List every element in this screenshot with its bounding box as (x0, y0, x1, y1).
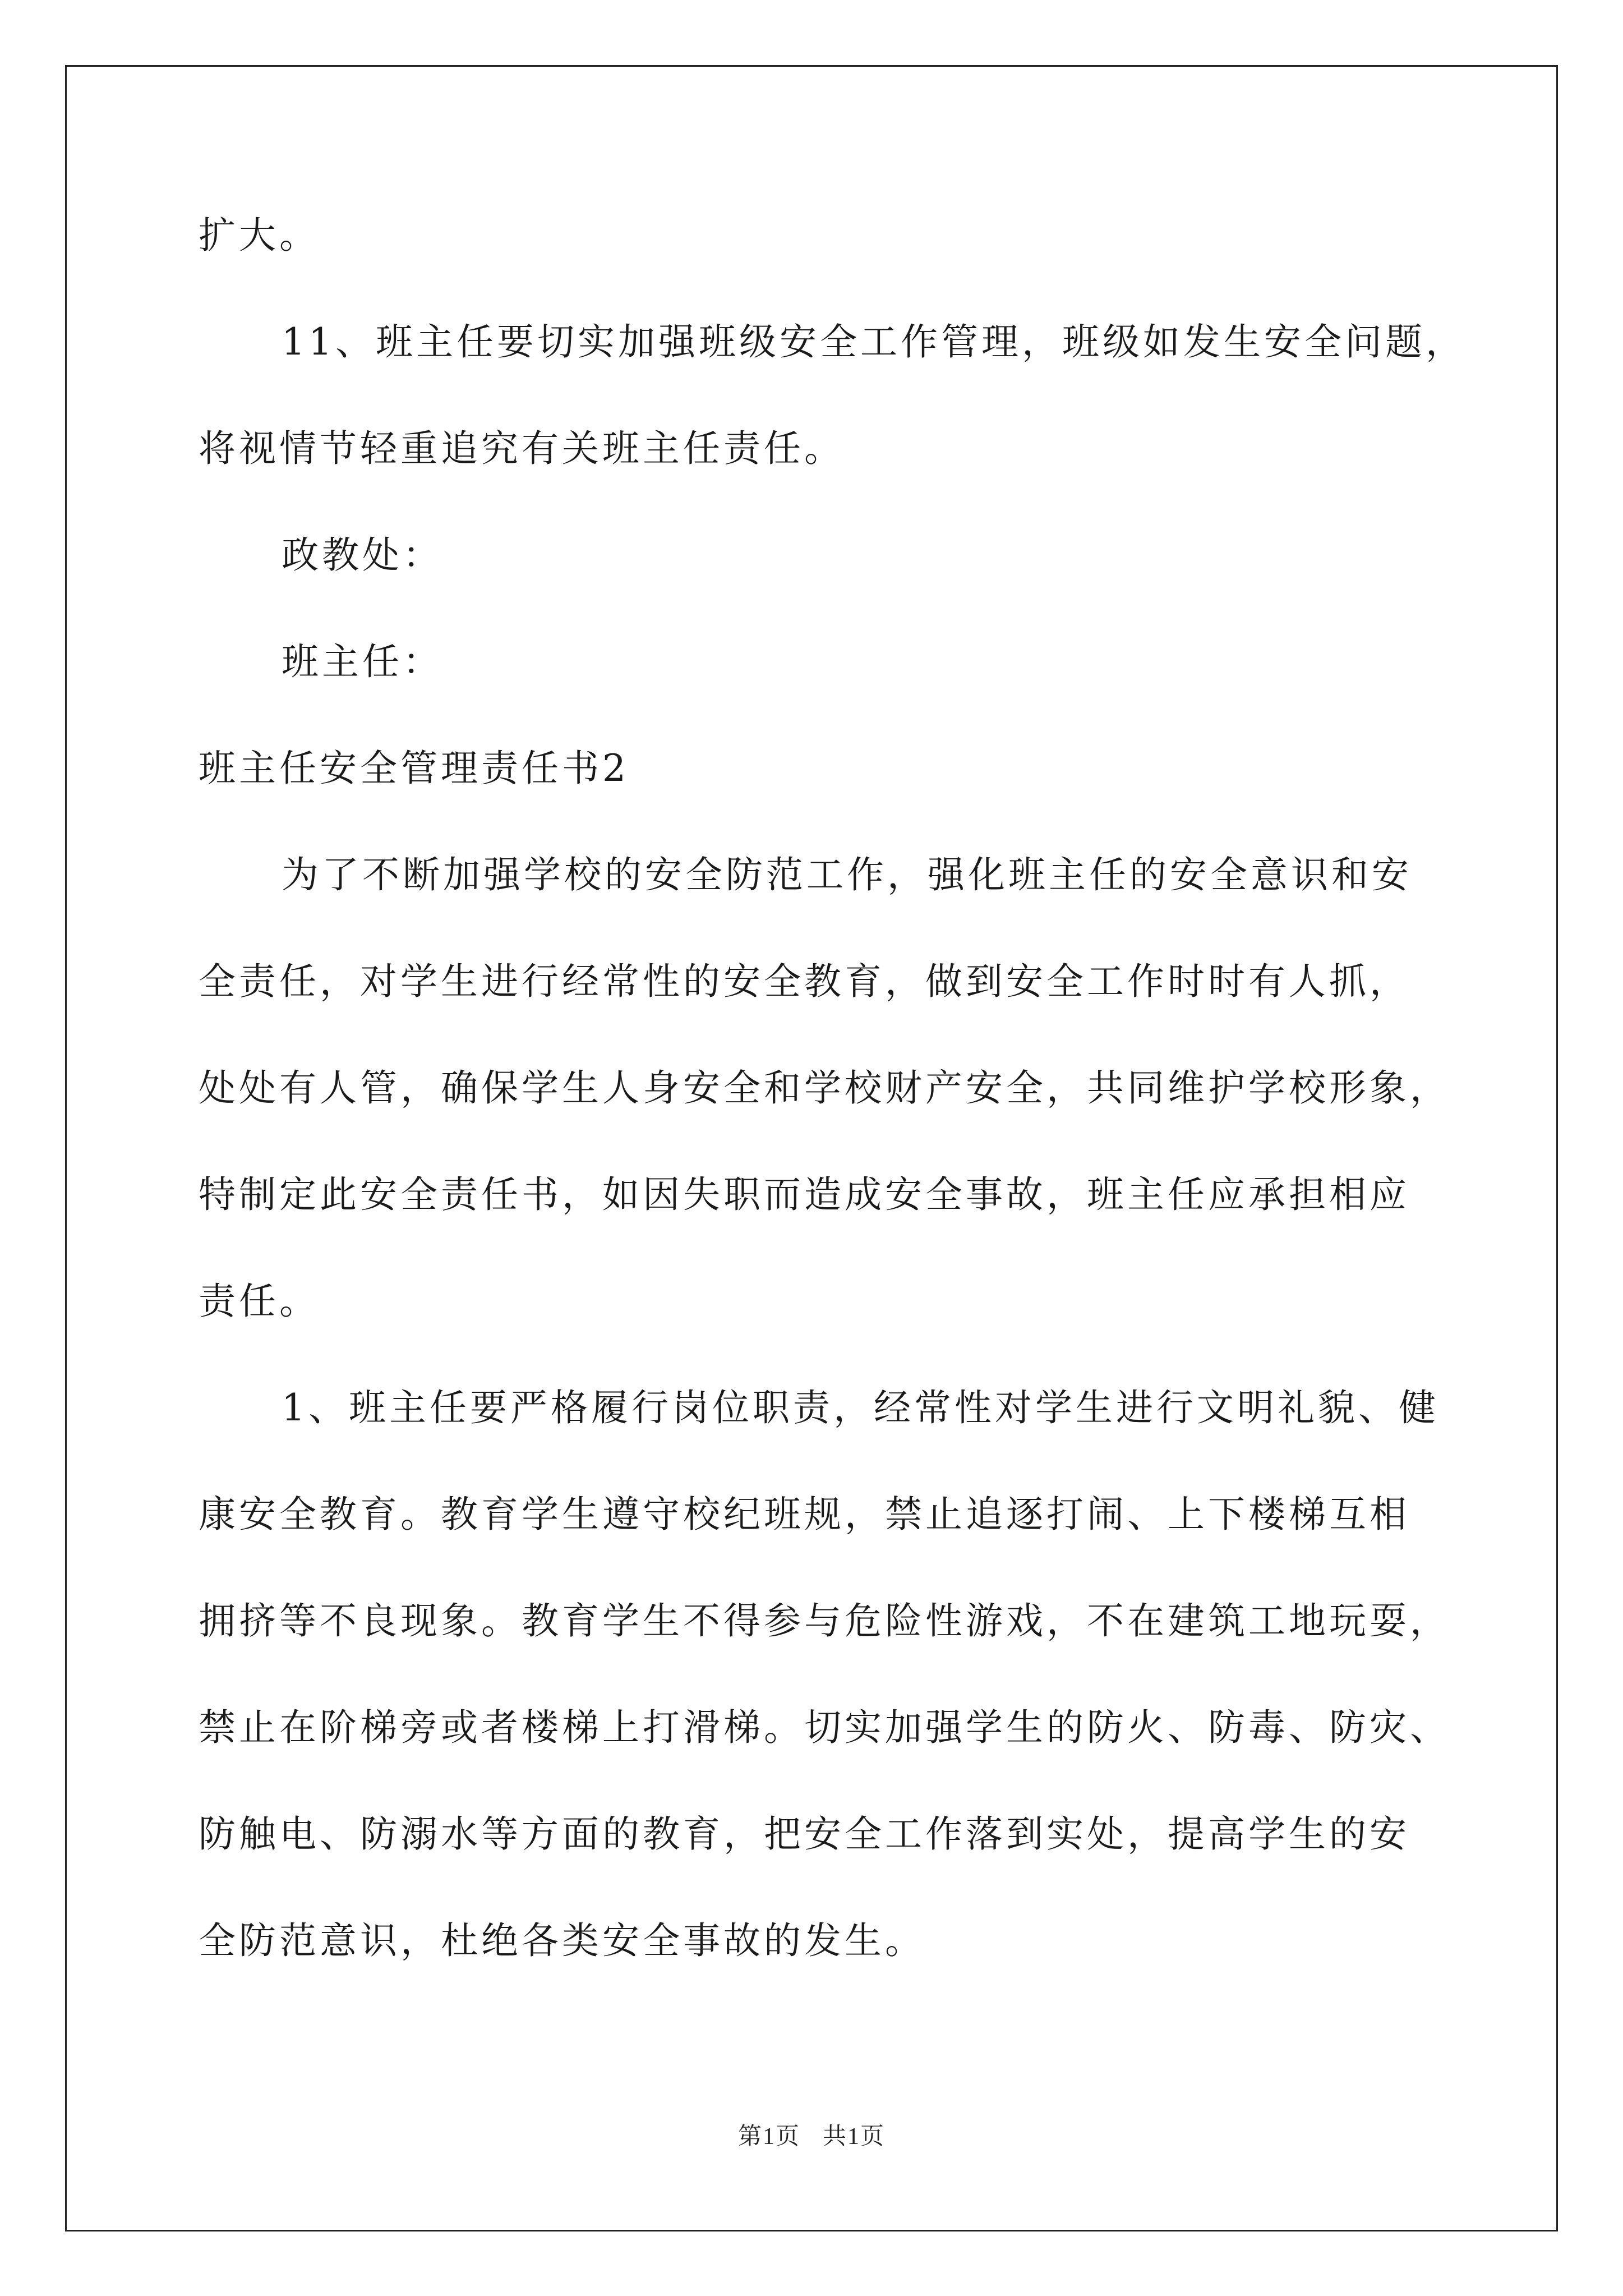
signature-department: 政教处： (282, 533, 443, 577)
page-footer (0, 2118, 1623, 2151)
intro-line-4: 特制定此安全责任书，如因失职而造成安全事故，班主任应承担相应 (199, 1173, 1410, 1216)
item-1-line-3: 拥挤等不良现象。教育学生不得参与危险性游戏，不在建筑工地玩耍， (199, 1599, 1450, 1642)
section-title: 班主任安全管理责任书2 (199, 747, 629, 790)
signature-teacher: 班主任： (282, 640, 443, 683)
intro-line-1: 为了不断加强学校的安全防范工作，强化班主任的安全意识和安 (282, 853, 1412, 896)
page-number-total: 共1页 (823, 2124, 886, 2150)
intro-line-3: 处处有人管，确保学生人身安全和学校财产安全，共同维护学校形象， (199, 1066, 1450, 1110)
intro-line-2: 全责任，对学生进行经常性的安全教育，做到安全工作时时有人抓， (199, 960, 1410, 1003)
paragraph-11-line-1: 11、班主任要切实加强班级安全工作管理，班级如发生安全问题， (282, 320, 1466, 364)
item-1-line-4: 禁止在阶梯旁或者楼梯上打滑梯。切实加强学生的防火、防毒、防灾、 (199, 1706, 1450, 1749)
item-1-line-5: 防触电、防溺水等方面的教育，把安全工作落到实处，提高学生的安 (199, 1812, 1410, 1856)
page-number-current: 第1页 (737, 2124, 800, 2150)
text-line: 扩大。 (199, 214, 320, 257)
intro-line-5: 责任。 (199, 1280, 320, 1323)
page-border (65, 65, 1558, 2231)
paragraph-11-line-2: 将视情节轻重追究有关班主任责任。 (199, 427, 845, 470)
item-1-line-1: 1、班主任要严格履行岗位职责，经常性对学生进行文明礼貌、健 (282, 1386, 1439, 1429)
item-1-line-2: 康安全教育。教育学生遵守校纪班规，禁止追逐打闹、上下楼梯互相 (199, 1493, 1410, 1536)
item-1-line-6: 全防范意识，杜绝各类安全事故的发生。 (199, 1919, 925, 1962)
